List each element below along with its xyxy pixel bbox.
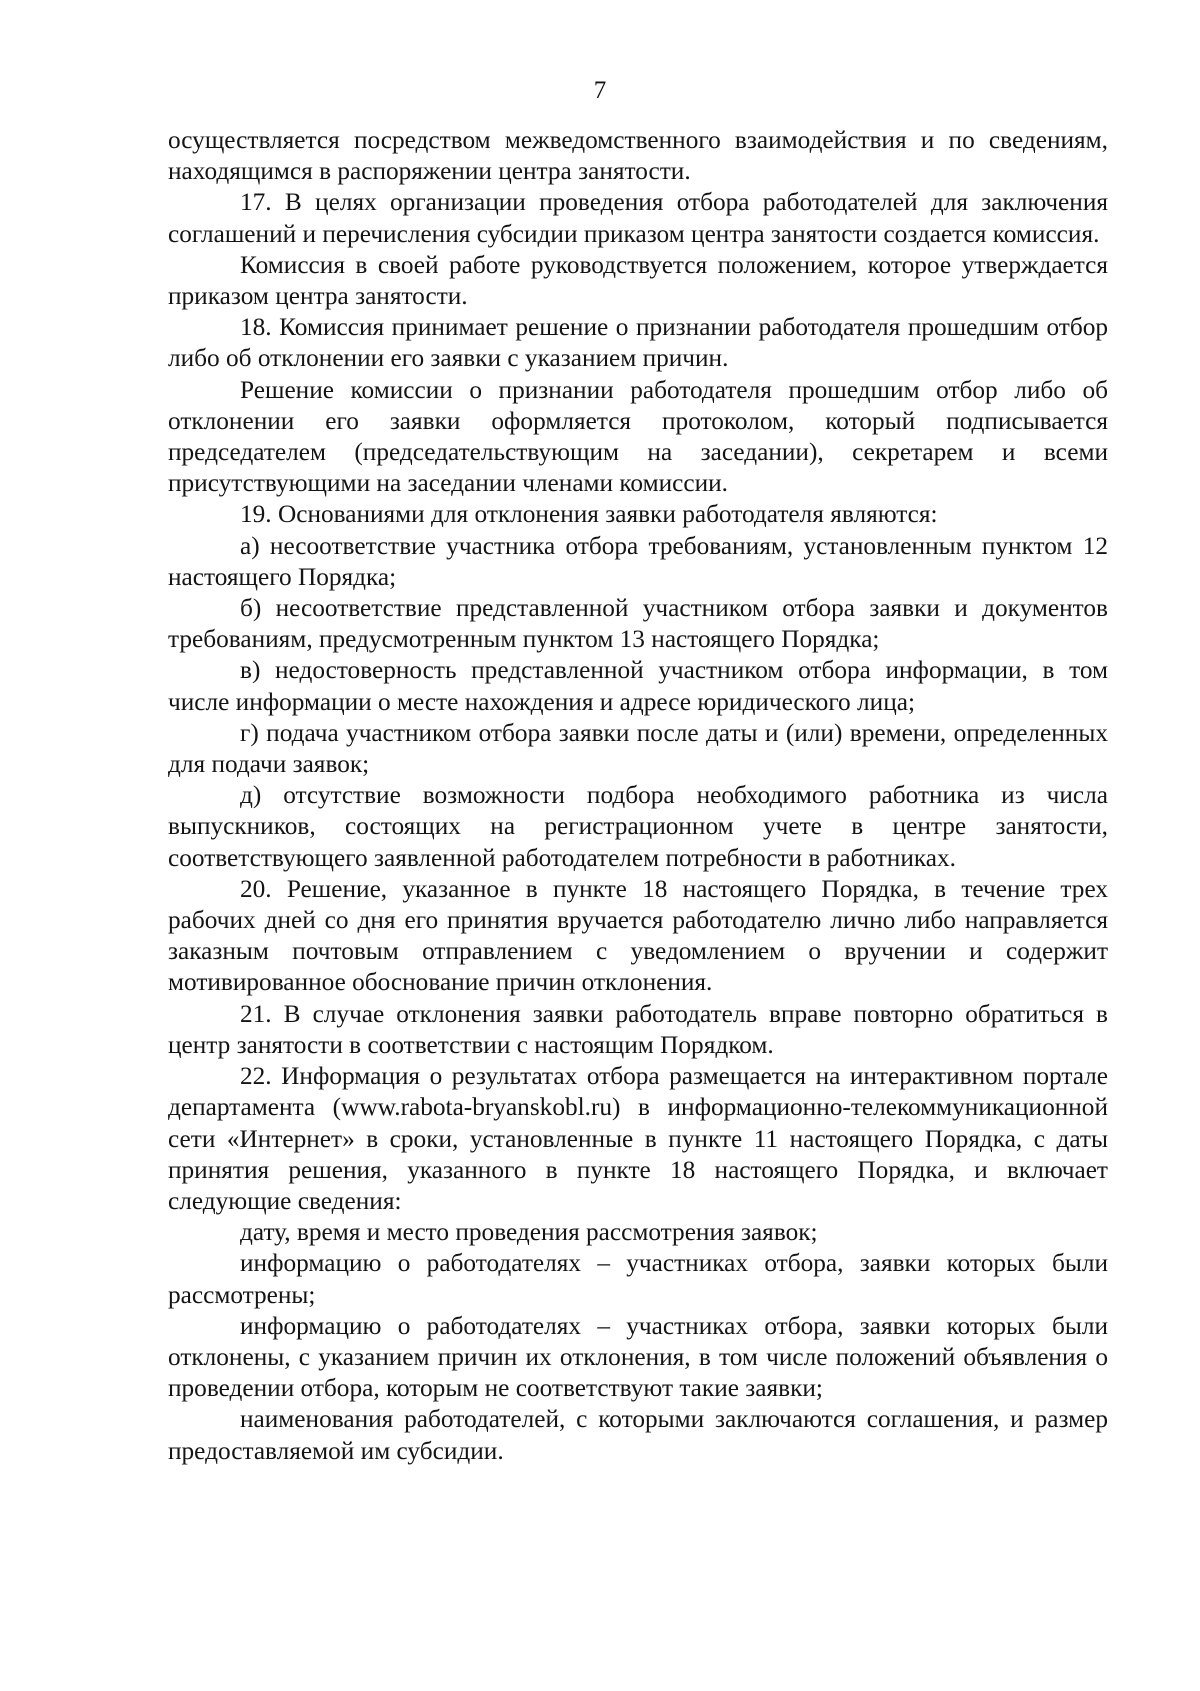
paragraph-item-22: 22. Информация о результатах отбора размещается на интерактивном портале департамента (www.rabota-bryanskobl.ru) в информационно-телекоммуникационной сети «Интернет» в сроки, установленные в пункте 11 настоящего Порядка, с даты принятия решения, указанного в пункте 18 настоящего Порядка, и включает следующие сведения: bbox=[168, 1062, 1108, 1215]
paragraph-item-19-a: а) несоответствие участника отбора требованиям, установленным пунктом 12 настоящего Порядка; bbox=[168, 531, 1108, 591]
paragraph-commission-decision: Решение комиссии о признании работодателя прошедшим отбор либо об отклонении его заявки оформляется протоколом, который подписывается председателем (председательствующим на заседании), секретарем и всеми присутствующими на заседании членами комиссии. bbox=[168, 375, 1108, 498]
paragraph-item-21: 21. В случае отклонения заявки работодатель вправе повторно обратиться в центр занятости в соответствии с настоящим Порядком. bbox=[168, 999, 1108, 1059]
paragraph-item-22-date: дату, время и место проведения рассмотрения заявок; bbox=[240, 1218, 818, 1247]
paragraph-item-19-b: б) несоответствие представленной участником отбора заявки и документов требованиям, предусмотренным пунктом 13 настоящего Порядка; bbox=[168, 594, 1108, 654]
paragraph-commission-regulation: Комиссия в своей работе руководствуется положением, которое утверждается приказом центра занятости. bbox=[168, 250, 1108, 311]
paragraph-item-22-rejected: информацию о работодателях – участниках отбора, заявки которых были отклонены, с указанием причин их отклонения, в том числе положений объявления о проведении отбора, которым не соответствуют такие заявки; bbox=[168, 1311, 1108, 1403]
paragraph-item-19-d: д) отсутствие возможности подбора необходимого работника из числа выпускников, состоящих на регистрационном учете в центре занятости, соответствующего заявленной работодателем потребности в работниках. bbox=[168, 781, 1108, 872]
paragraph-item-22-reviewed: информацию о работодателях – участниках отбора, заявки которых были рассмотрены; bbox=[168, 1249, 1108, 1309]
paragraph-item-19-g: г) подача участником отбора заявки после даты и (или) времени, определенных для подачи заявок; bbox=[168, 718, 1108, 779]
paragraph-item-20: 20. Решение, указанное в пункте 18 настоящего Порядка, в течение трех рабочих дней со дня его принятия вручается работодателю лично либо направляется заказным почтовым отправлением с уведомлением о вручении и содержит мотивированное обоснование причин отклонения. bbox=[168, 874, 1108, 997]
paragraph-item-22-employers: наименования работодателей, с которыми заключаются соглашения, и размер предоставляемой им субсидии. bbox=[168, 1405, 1108, 1465]
paragraph-item-18: 18. Комиссия принимает решение о признании работодателя прошедшим отбор либо об отклонении его заявки с указанием причин. bbox=[168, 313, 1108, 373]
paragraph-item-19: 19. Основаниями для отклонения заявки работодателя являются: bbox=[240, 500, 938, 529]
page-number: 7 bbox=[593, 77, 607, 104]
paragraph-item-17: 17. В целях организации проведения отбора работодателей для заключения соглашений и перечисления субсидии приказом центра занятости создается комиссия. bbox=[168, 188, 1108, 248]
document-body bbox=[168, 125, 1108, 1467]
paragraph-continuation: осуществляется посредством межведомственного взаимодействия и по сведениям, находящимся в распоряжении центра занятости. bbox=[168, 126, 1108, 186]
paragraph-item-19-v: в) недостоверность представленной участником отбора информации, в том числе информации о месте нахождения и адресе юридического лица; bbox=[168, 656, 1108, 716]
